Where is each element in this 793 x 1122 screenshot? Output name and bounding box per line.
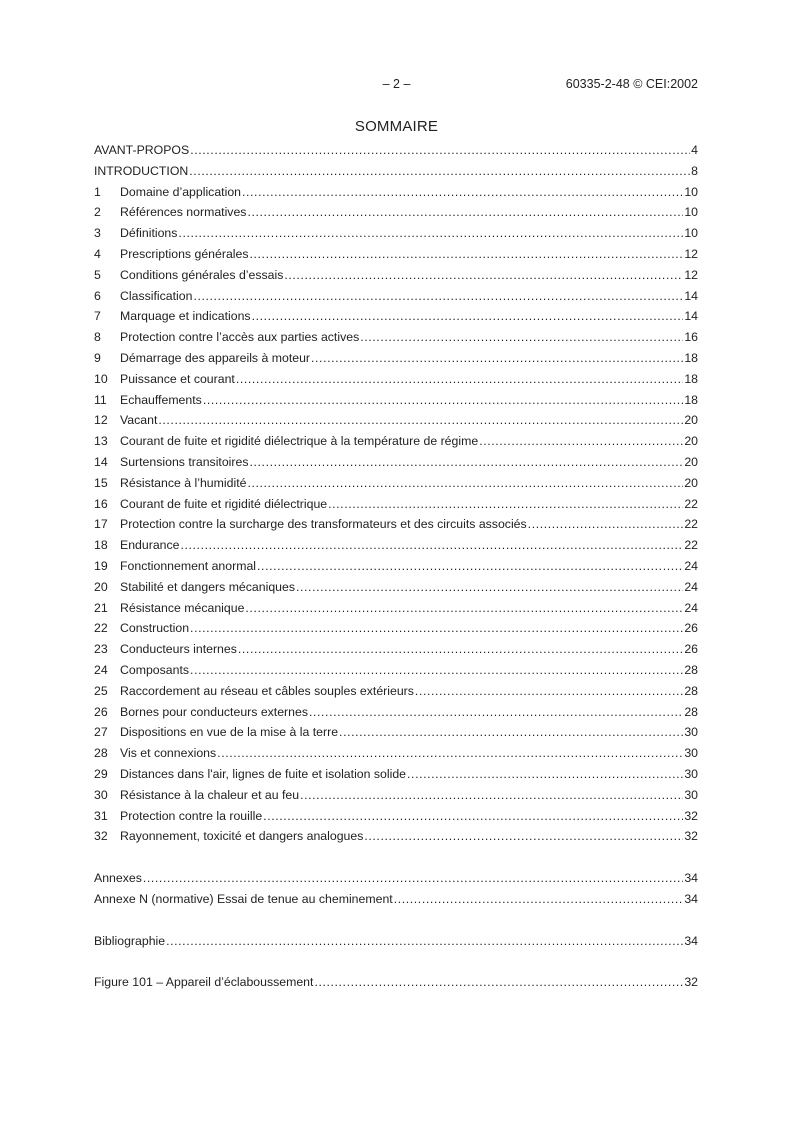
toc-entry[interactable]	[94, 556, 698, 577]
toc-entry-page: 20	[684, 413, 698, 428]
dot-leader	[394, 889, 684, 910]
toc-entry[interactable]	[94, 473, 698, 494]
dot-leader	[360, 327, 683, 348]
toc-entry[interactable]	[94, 764, 698, 785]
toc-annex-list	[94, 868, 698, 910]
toc-entry-number: 13	[94, 434, 108, 449]
toc-entry[interactable]	[94, 286, 698, 307]
toc-entry[interactable]	[94, 327, 698, 348]
toc-entry-number: 21	[94, 600, 108, 615]
dot-leader	[178, 223, 683, 244]
toc-entry-number: 28	[94, 746, 108, 761]
toc-entry-text: Courant de fuite et rigidité diélectrique à la température de régime	[120, 434, 479, 449]
toc-entry-text: Domaine d’application	[120, 184, 241, 199]
toc-entry-text: Construction	[120, 621, 190, 636]
toc-entry-number: 12	[94, 413, 108, 428]
toc-entry-text: INTRODUCTION	[94, 163, 189, 178]
toc-entry-number: 5	[94, 267, 101, 282]
toc-entry-number: 25	[94, 683, 108, 698]
toc-entry-number: 24	[94, 662, 108, 677]
toc-entry-page: 22	[684, 517, 698, 532]
toc-entry-page: 30	[684, 787, 698, 802]
toc-entry-number: 4	[94, 246, 101, 261]
toc-entry[interactable]	[94, 785, 698, 806]
toc-entry-page: 26	[684, 621, 698, 636]
toc-entry-text: Démarrage des appareils à moteur	[120, 350, 311, 365]
toc-entry[interactable]	[94, 306, 698, 327]
toc-entry-text: Bibliographie	[94, 933, 166, 948]
dot-leader	[314, 972, 683, 993]
toc-entry[interactable]	[94, 743, 698, 764]
toc-entry-page: 18	[684, 350, 698, 365]
toc-entry-page: 16	[684, 330, 698, 345]
toc-entry-text: Rayonnement, toxicité et dangers analogues	[120, 829, 364, 844]
toc-entry-text: Marquage et indications	[120, 309, 251, 324]
toc-entry-number: 7	[94, 309, 101, 324]
toc-entry-number: 3	[94, 226, 101, 241]
dot-leader	[300, 785, 683, 806]
toc-entry-number: 17	[94, 517, 108, 532]
toc-entry-text: Résistance à l’humidité	[120, 475, 247, 490]
dot-leader	[250, 452, 684, 473]
toc-entry[interactable]	[94, 722, 698, 743]
dot-leader	[257, 556, 683, 577]
toc-entry-text: Définitions	[120, 226, 178, 241]
toc-entry-number: 2	[94, 205, 101, 220]
toc-entry[interactable]	[94, 681, 698, 702]
dot-leader	[311, 348, 683, 369]
dot-leader	[252, 306, 684, 327]
toc-entry-number: 15	[94, 475, 108, 490]
dot-leader	[479, 431, 683, 452]
toc-entry-number: 20	[94, 579, 108, 594]
toc-entry-text: Fonctionnement anormal	[120, 558, 257, 573]
toc-entry[interactable]	[94, 639, 698, 660]
dot-leader	[250, 244, 684, 265]
toc-entry[interactable]	[94, 577, 698, 598]
dot-leader	[166, 931, 683, 952]
toc-entry-text: Dispositions en vue de la mise à la terre	[120, 725, 339, 740]
dot-leader	[407, 764, 683, 785]
dot-leader	[190, 140, 690, 161]
toc-entry-text: Stabilité et dangers mécaniques	[120, 579, 295, 594]
toc-entry-number: 19	[94, 558, 108, 573]
dot-leader	[189, 161, 690, 182]
toc-entry[interactable]	[94, 140, 698, 161]
toc-entry-text: Résistance mécanique	[120, 600, 245, 615]
toc-entry-page: 24	[684, 558, 698, 573]
toc-entry-page: 28	[684, 704, 698, 719]
toc-entry[interactable]	[94, 244, 698, 265]
toc-entry-text: Vis et connexions	[120, 746, 217, 761]
toc-entry-page: 24	[684, 579, 698, 594]
dot-leader	[143, 868, 683, 889]
toc-main-list	[94, 140, 698, 847]
toc-entry-page: 14	[684, 288, 698, 303]
dot-leader	[247, 473, 683, 494]
table-of-contents	[94, 140, 698, 993]
toc-entry-number: 30	[94, 787, 108, 802]
toc-entry[interactable]	[94, 202, 698, 223]
toc-entry-text: Vacant	[120, 413, 158, 428]
dot-leader	[203, 390, 684, 411]
toc-entry-number: 23	[94, 642, 108, 657]
toc-entry-page: 32	[684, 829, 698, 844]
standard-reference: 60335-2-48 © CEI:2002	[565, 77, 698, 91]
toc-entry-page: 14	[684, 309, 698, 324]
toc-entry-number: 22	[94, 621, 108, 636]
toc-entry-number: 11	[94, 392, 107, 407]
toc-entry-number: 32	[94, 829, 108, 844]
dot-leader	[242, 182, 683, 203]
toc-entry-number: 1	[94, 184, 101, 199]
toc-entry-number: 6	[94, 288, 101, 303]
dot-leader	[217, 743, 683, 764]
toc-entry-page: 30	[684, 766, 698, 781]
toc-entry-text: Figure 101 – Appareil d’éclaboussement	[94, 975, 314, 990]
dot-leader	[238, 639, 683, 660]
toc-entry-page: 28	[684, 683, 698, 698]
toc-entry-number: 8	[94, 330, 101, 345]
page-number: – 2 –	[382, 77, 411, 91]
toc-entry[interactable]	[94, 598, 698, 619]
toc-entry-page: 4	[691, 143, 698, 157]
toc-entry-page: 32	[684, 808, 698, 823]
toc-entry[interactable]	[94, 535, 698, 556]
toc-entry-number: 16	[94, 496, 108, 511]
toc-entry-page: 10	[684, 226, 698, 241]
toc-entry-page: 18	[684, 392, 698, 407]
toc-entry-text: Endurance	[120, 538, 180, 553]
toc-entry-page: 10	[684, 184, 698, 199]
toc-entry-text: Puissance et courant	[120, 371, 235, 386]
toc-entry-page: 20	[684, 454, 698, 469]
toc-entry-number: 29	[94, 766, 108, 781]
toc-entry[interactable]	[94, 452, 698, 473]
toc-entry[interactable]	[94, 161, 698, 182]
toc-entry-text: Bornes pour conducteurs externes	[120, 704, 308, 719]
toc-entry[interactable]	[94, 806, 698, 827]
toc-entry[interactable]	[94, 182, 698, 203]
toc-entry[interactable]	[94, 223, 698, 244]
toc-entry[interactable]	[94, 410, 698, 431]
toc-entry[interactable]	[94, 889, 698, 910]
toc-entry-page: 22	[684, 496, 698, 511]
toc-entry-page: 12	[684, 267, 698, 282]
toc-entry-page: 24	[684, 600, 698, 615]
toc-entry-page: 10	[684, 205, 698, 220]
toc-entry-text: Echauffements	[120, 392, 202, 407]
toc-entry-page: 18	[684, 371, 698, 386]
toc-entry[interactable]	[94, 494, 698, 515]
toc-entry-text: Raccordement au réseau et câbles souples extérieurs	[120, 683, 414, 698]
toc-entry-number: 31	[94, 808, 108, 823]
dot-leader	[180, 535, 683, 556]
toc-entry-page: 12	[684, 246, 698, 261]
toc-entry-text: Références normatives	[120, 205, 247, 220]
dot-leader	[263, 806, 683, 827]
toc-entry-text: Prescriptions générales	[120, 246, 249, 261]
toc-entry-text: Protection contre la rouille	[120, 808, 263, 823]
toc-entry-number: 14	[94, 454, 108, 469]
toc-entry[interactable]	[94, 265, 698, 286]
toc-entry[interactable]	[94, 702, 698, 723]
toc-entry-number: 10	[94, 371, 108, 386]
toc-entry-page: 20	[684, 434, 698, 449]
toc-entry-text: Surtensions transitoires	[120, 454, 249, 469]
toc-entry-page: 32	[684, 975, 698, 990]
toc-entry[interactable]	[94, 514, 698, 535]
toc-entry-text: Protection contre la surcharge des transformateurs et des circuits associés	[120, 517, 527, 532]
toc-entry-text: Résistance à la chaleur et au feu	[120, 787, 300, 802]
toc-entry-text: Conditions générales d’essais	[120, 267, 284, 282]
toc-entry[interactable]	[94, 390, 698, 411]
dot-leader	[415, 681, 683, 702]
toc-entry-text: Annexe N (normative) Essai de tenue au cheminement	[94, 891, 393, 906]
toc-entry-text: Classification	[120, 288, 193, 303]
toc-entry-page: 34	[684, 933, 698, 948]
toc-entry-text: Composants	[120, 662, 190, 677]
toc-entry-text: Courant de fuite et rigidité diélectrique	[120, 496, 328, 511]
toc-entry-page: 22	[684, 538, 698, 553]
dot-leader	[328, 494, 683, 515]
dot-leader	[236, 369, 683, 390]
toc-entry-number: 18	[94, 538, 108, 553]
dot-leader	[158, 410, 683, 431]
toc-entry-page: 8	[691, 163, 698, 178]
dot-leader	[245, 598, 683, 619]
dot-leader	[364, 826, 683, 847]
dot-leader	[284, 265, 683, 286]
toc-entry-page: 30	[684, 725, 698, 740]
toc-entry-text: Protection contre l’accès aux parties actives	[120, 330, 360, 345]
toc-entry[interactable]	[94, 369, 698, 390]
toc-entry-page: 34	[684, 871, 698, 886]
toc-entry-number: 26	[94, 704, 108, 719]
dot-leader	[296, 577, 683, 598]
toc-entry-bibliography[interactable]	[94, 931, 698, 952]
toc-entry-figure[interactable]	[94, 972, 698, 993]
toc-entry[interactable]	[94, 348, 698, 369]
toc-entry[interactable]	[94, 826, 698, 847]
toc-entry-page: 20	[684, 475, 698, 490]
toc-entry-text: Annexes	[94, 871, 142, 886]
dot-leader	[339, 722, 683, 743]
toc-entry-text: AVANT-PROPOS	[94, 143, 190, 157]
dot-leader	[190, 660, 683, 681]
toc-entry-page: 26	[684, 642, 698, 657]
dot-leader	[190, 618, 683, 639]
toc-entry-number: 27	[94, 725, 108, 740]
toc-entry[interactable]	[94, 618, 698, 639]
toc-entry-page: 34	[684, 891, 698, 906]
toc-entry-number: 9	[94, 350, 101, 365]
toc-title: SOMMAIRE	[354, 118, 439, 135]
dot-leader	[309, 702, 683, 723]
toc-entry-text: Conducteurs internes	[120, 642, 237, 657]
toc-entry[interactable]	[94, 431, 698, 452]
toc-entry[interactable]	[94, 660, 698, 681]
toc-entry[interactable]	[94, 868, 698, 889]
dot-leader	[247, 202, 683, 223]
dot-leader	[528, 514, 684, 535]
toc-entry-page: 28	[684, 662, 698, 677]
dot-leader	[193, 286, 683, 307]
toc-entry-page: 30	[684, 746, 698, 761]
toc-entry-text: Distances dans l'air, lignes de fuite et isolation solide	[120, 766, 407, 781]
